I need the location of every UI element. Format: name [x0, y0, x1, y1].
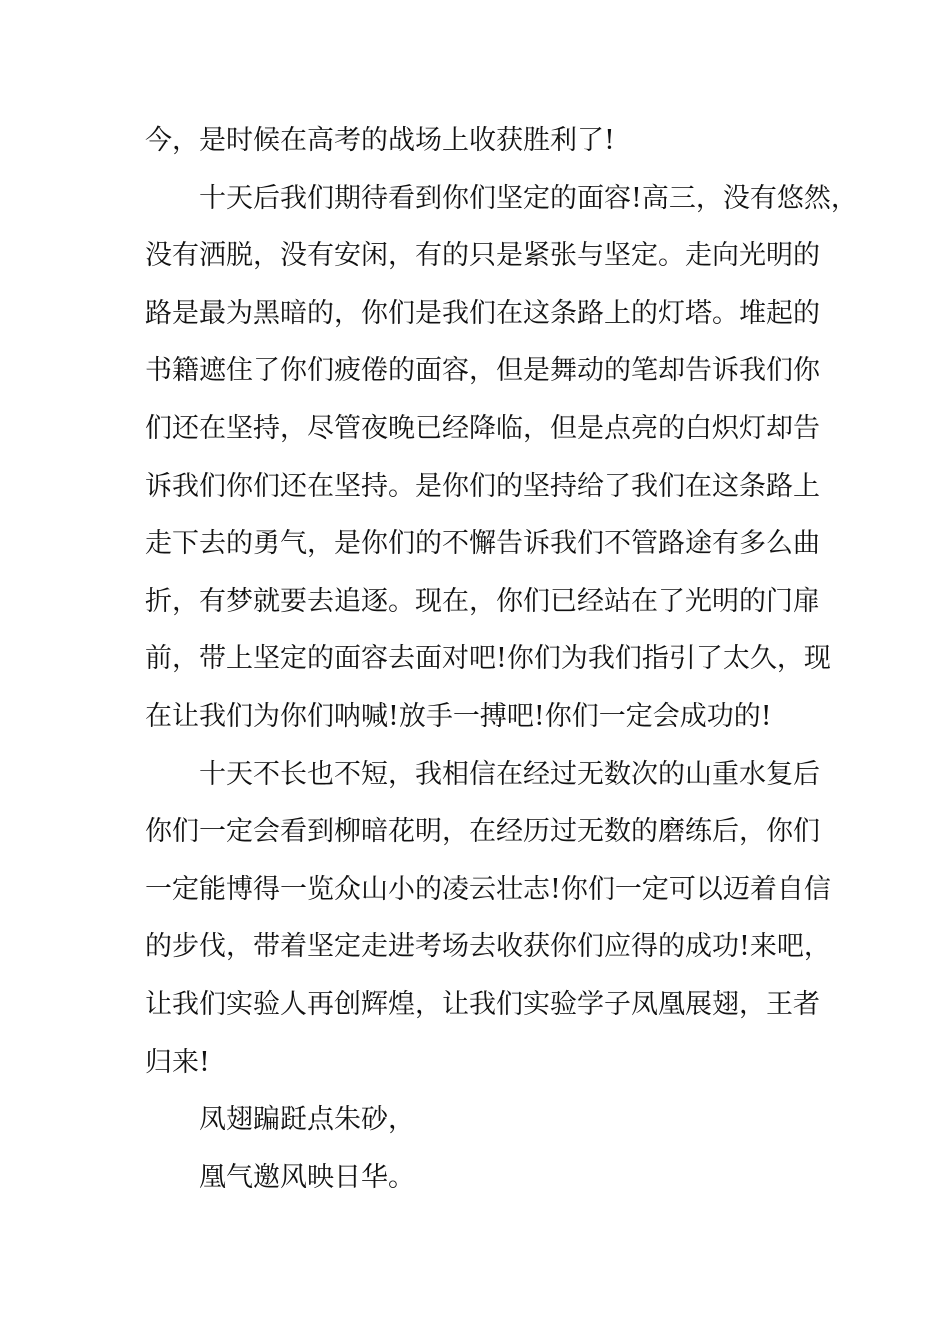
text-line: 凤翅蹁跹点朱砂， — [199, 1104, 415, 1136]
text-line: 十天不长也不短，我相信在经过无数次的山重水复后 — [199, 758, 820, 790]
text-line: 走下去的勇气，是你们的不懈告诉我们不管路途有多么曲 — [145, 528, 820, 560]
text-line: 十天后我们期待看到你们坚定的面容!高三，没有悠然， — [199, 182, 858, 214]
text-line: 归来! — [145, 1046, 210, 1078]
text-line: 的步伐，带着坚定走进考场去收获你们应得的成功!来吧， — [145, 931, 831, 963]
paragraph-1 — [145, 112, 815, 170]
text-line: 书籍遮住了你们疲倦的面容，但是舞动的笔却告诉我们你 — [145, 355, 820, 387]
paragraph-2 — [145, 170, 858, 746]
text-line: 们还在坚持，尽管夜晚已经降临，但是点亮的白炽灯却告 — [145, 412, 820, 444]
text-line: 路是最为黑暗的，你们是我们在这条路上的灯塔。堆起的 — [145, 297, 820, 329]
text-line: 折，有梦就要去追逐。现在，你们已经站在了光明的门扉 — [145, 585, 820, 617]
poem-line-1 — [145, 1091, 815, 1149]
poem-line-2 — [145, 1149, 815, 1207]
text-line: 一定能博得一览众山小的凌云壮志!你们一定可以迈着自信 — [145, 873, 831, 905]
text-line: 今，是时候在高考的战场上收获胜利了! — [145, 125, 615, 156]
text-line: 你们一定会看到柳暗花明，在经历过无数的磨练后，你们 — [145, 816, 820, 848]
text-line: 在让我们为你们呐喊!放手一搏吧!你们一定会成功的! — [145, 700, 772, 732]
paragraph-3 — [145, 746, 831, 1092]
document-body — [145, 112, 858, 1206]
text-line: 没有洒脱，没有安闲，有的只是紧张与坚定。走向光明的 — [145, 240, 820, 272]
text-line: 前，带上坚定的面容去面对吧!你们为我们指引了太久，现 — [145, 643, 831, 675]
text-line: 让我们实验人再创辉煌，让我们实验学子凤凰展翅，王者 — [145, 988, 820, 1020]
text-line: 凰气邀风映日华。 — [199, 1161, 415, 1193]
text-line: 诉我们你们还在坚持。是你们的坚持给了我们在这条路上 — [145, 470, 820, 502]
